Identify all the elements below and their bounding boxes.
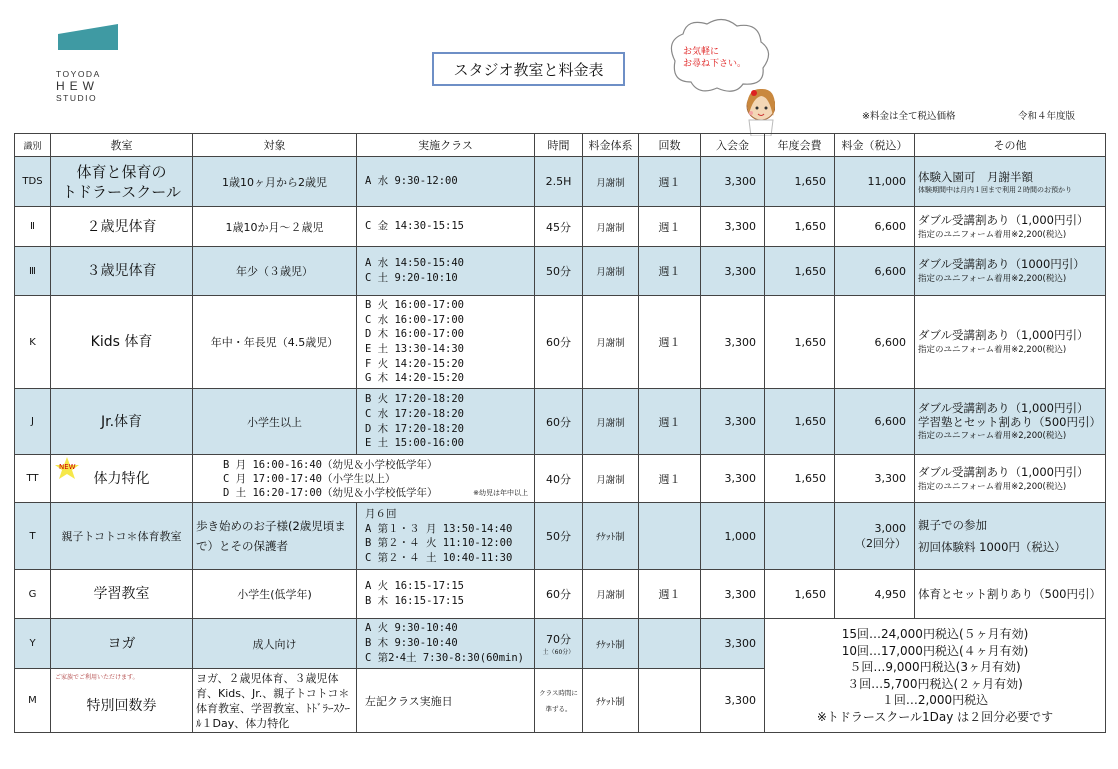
row-other-sub: 指定のユニフォーム着用※2,200(税込) — [918, 430, 1067, 441]
bubble-line1: お気軽に — [683, 47, 720, 57]
row-other-sub: 体験期間中は月内１回まで利用２時間のお預かり — [918, 185, 1072, 194]
row-target: 小学生(低学年) — [193, 570, 357, 619]
row-classes: B 火 16:00-17:00 C 水 16:00-17:00 D 木 16:00-17:00 E 土 13:30-14:30 F 火 14:20-15:20 G 木 14:20-15:20 — [357, 296, 535, 389]
row-other — [915, 296, 1106, 389]
row-fee-type: 月謝制 — [583, 247, 639, 296]
table-row — [15, 619, 1106, 669]
row-classes-note: ※幼児は年中以上 — [473, 489, 528, 497]
row-fee-type: ﾁｹｯﾄ制 — [583, 669, 639, 733]
row-other-main: ダブル受講割あり（1,000円引） — [918, 212, 1089, 227]
row-enroll-fee: 3,300 — [701, 157, 765, 207]
row-code: TDS — [15, 157, 51, 207]
logo-line2: HEW — [56, 79, 99, 93]
row-classes: C 金 14:30-15:15 — [357, 207, 535, 247]
header-cell: 識別 — [15, 134, 51, 157]
row-price: 3,300 — [835, 455, 915, 503]
row-other-sub: 指定のユニフォーム着用※2,200(税込) — [918, 481, 1067, 492]
row-classes: 月６回 A 第１・３ 月 13:50-14:40 B 第２・４ 火 11:10-12:00 C 第２・４ 土 10:40-11:30 — [357, 503, 535, 570]
speech-bubble — [665, 16, 775, 136]
header-cell: 年度会費 — [765, 134, 835, 157]
row-code: Y — [15, 619, 51, 669]
row-times: 週１ — [639, 570, 701, 619]
header-cell: 実施クラス — [357, 134, 535, 157]
row-annual-fee: 1,650 — [765, 247, 835, 296]
price-table — [14, 133, 1106, 733]
row-code: M — [15, 669, 51, 733]
logo-line3: STUDIO — [56, 93, 98, 103]
row-code: Ⅱ — [15, 207, 51, 247]
row-other-main: 親子での参加 初回体験料 1000円（税込） — [918, 518, 1066, 554]
row-time: 50分 — [535, 247, 583, 296]
row-time: 2.5H — [535, 157, 583, 207]
row-times: 週１ — [639, 296, 701, 389]
row-enroll-fee: 3,300 — [701, 389, 765, 455]
bubble-line2: お尋ね下さい。 — [683, 59, 747, 69]
row-other — [915, 389, 1106, 455]
table-row — [15, 157, 1106, 207]
row-code: T — [15, 503, 51, 570]
girl-illustration-icon — [665, 16, 775, 136]
row-time: 40分 — [535, 455, 583, 503]
table-row — [15, 296, 1106, 389]
row-fee-type: 月謝制 — [583, 157, 639, 207]
row-fee-type: 月謝制 — [583, 296, 639, 389]
row-annual-fee: 1,650 — [765, 296, 835, 389]
header-cell: 料金体系 — [583, 134, 639, 157]
row-target: ヨガ、２歳児体育、３歳児体育、Kids、Jr.、親子トコトコ＊体育教室、学習教室、ﾄﾄﾞﾗｰｽｸｰﾙ１Day、体力特化 — [193, 669, 357, 733]
row-other-main: ダブル受講割あり（1,000円引） — [918, 328, 1089, 342]
row-times: 週１ — [639, 455, 701, 503]
row-code: G — [15, 570, 51, 619]
row-enroll-fee: 3,300 — [701, 207, 765, 247]
row-price: 3,000 （2回分） — [835, 503, 915, 570]
row-classes: A 火 16:15-17:15 B 木 16:15-17:15 — [357, 570, 535, 619]
row-time: 50分 — [535, 503, 583, 570]
row-fee-type: ﾁｹｯﾄ制 — [583, 619, 639, 669]
row-time: 70分 — [546, 633, 571, 646]
row-other-sub: 指定のユニフォーム着用※2,200(税込) — [918, 274, 1067, 284]
table-row — [15, 207, 1106, 247]
row-other-sub: 指定のユニフォーム着用※2,200(税込) — [918, 345, 1067, 355]
header-cell: その他 — [915, 134, 1106, 157]
row-price: 6,600 — [835, 389, 915, 455]
ticket-pack-item: １回…2,000円税込 — [881, 693, 989, 707]
row-target: 1歳10ヶ月から2歳児 — [193, 157, 357, 207]
page-title: スタジオ教室と料金表 — [432, 52, 625, 86]
table-row — [15, 503, 1106, 570]
row-times — [639, 503, 701, 570]
table-row — [15, 389, 1106, 455]
row-target: 年少（３歳児） — [193, 247, 357, 296]
row-annual-fee: 1,650 — [765, 570, 835, 619]
row-time: 45分 — [535, 207, 583, 247]
studio-logo — [56, 22, 126, 104]
ticket-pack-item: 15回…24,000円税込(５ヶ月有効) — [841, 627, 1029, 641]
row-time-note: 土（60分） — [542, 649, 575, 656]
row-price: 6,600 — [835, 207, 915, 247]
row-fee-type: 月謝制 — [583, 207, 639, 247]
row-target: 年中・年長児（4.5歳児） — [193, 296, 357, 389]
row-class-name: 親子トコトコ＊体育教室 — [51, 503, 193, 570]
new-badge-label: NEW — [59, 463, 76, 471]
row-times — [639, 669, 701, 733]
row-enroll-fee: 3,300 — [701, 570, 765, 619]
row-time: 60分 — [535, 296, 583, 389]
row-target: 1歳10か月～２歳児 — [193, 207, 357, 247]
row-enroll-fee: 3,300 — [701, 247, 765, 296]
row-enroll-fee: 3,300 — [701, 669, 765, 733]
row-annual-fee: 1,650 — [765, 157, 835, 207]
row-classes: A 水 9:30-12:00 — [357, 157, 535, 207]
row-other-main: 体育とセット割りあり（500円引） — [918, 587, 1101, 601]
row-enroll-fee: 3,300 — [701, 296, 765, 389]
row-class-name-cell — [51, 669, 193, 733]
row-annual-fee — [765, 503, 835, 570]
row-other — [915, 570, 1106, 619]
row-fee-type: 月謝制 — [583, 455, 639, 503]
row-times: 週１ — [639, 157, 701, 207]
row-classes: A 火 9:30-10:40 B 木 9:30-10:40 C 第2･4土 7:30-8:30(60min) — [357, 619, 535, 669]
row-times: 週１ — [639, 207, 701, 247]
row-time: 60分 — [535, 389, 583, 455]
row-target: 歩き始めのお子様(2歳児頃まで）とその保護者 — [193, 503, 357, 570]
row-enroll-fee: 3,300 — [701, 619, 765, 669]
row-class-name: 特別回数券 — [86, 697, 157, 714]
header-cell: 教室 — [51, 134, 193, 157]
row-target: 小学生以上 — [193, 389, 357, 455]
row-annual-fee: 1,650 — [765, 389, 835, 455]
row-class-name: Kids 体育 — [51, 296, 193, 389]
logo-line1: TOYODA — [56, 69, 101, 79]
row-code: K — [15, 296, 51, 389]
row-fee-type: 月謝制 — [583, 570, 639, 619]
header-cell: 時間 — [535, 134, 583, 157]
logo-shape-icon — [56, 22, 118, 52]
row-classes-cell — [193, 455, 535, 503]
row-other — [915, 455, 1106, 503]
row-other — [915, 247, 1106, 296]
row-annual-fee: 1,650 — [765, 455, 835, 503]
header-cell: 料金（税込） — [835, 134, 915, 157]
row-time-cell — [535, 619, 583, 669]
header-cell: 対象 — [193, 134, 357, 157]
row-class-name: 体育と保育の トドラースクール — [51, 157, 193, 207]
row-other-sub: 指定のユニフォーム着用※2,200(税込) — [918, 229, 1067, 240]
row-classes: B 月 16:00-16:40（幼児＆小学校低学年） C 月 17:00-17:40（小学生以上） D 土 16:20-17:00（幼児＆小学校低学年） — [223, 458, 438, 499]
row-price: 6,600 — [835, 247, 915, 296]
row-other-main: ダブル受講割あり（1,000円引） — [918, 464, 1089, 479]
row-times — [639, 619, 701, 669]
row-times: 週１ — [639, 389, 701, 455]
row-other — [915, 503, 1106, 570]
table-row — [15, 247, 1106, 296]
row-enroll-fee: 3,300 — [701, 455, 765, 503]
row-code: Ⅲ — [15, 247, 51, 296]
row-times: 週１ — [639, 247, 701, 296]
tax-note: ※料金は全て税込価格 — [862, 111, 956, 122]
row-other — [915, 157, 1106, 207]
row-classes: A 水 14:50-15:40 C 土 9:20-10:10 — [357, 247, 535, 296]
row-other-main: ダブル受講割あり（1000円引） — [918, 257, 1085, 271]
row-classes: 左記クラス実施日 — [357, 669, 535, 733]
row-annual-fee: 1,650 — [765, 207, 835, 247]
row-enroll-fee: 1,000 — [701, 503, 765, 570]
ticket-pack-item: ５回…9,000円税込(3ヶ月有効) — [849, 660, 1021, 674]
row-class-name: 体力特化 — [51, 455, 193, 503]
table-row — [15, 455, 1106, 503]
row-price: 11,000 — [835, 157, 915, 207]
row-class-name: Jr.体育 — [51, 389, 193, 455]
row-other-main: ダブル受講割あり（1,000円引） 学習塾とセット割あり（500円引） — [918, 400, 1101, 429]
ticket-packs — [765, 619, 1106, 733]
row-class-name: ２歳児体育 — [51, 207, 193, 247]
row-fee-type: 月謝制 — [583, 389, 639, 455]
ticket-pack-item: 10回…17,000円税込(４ヶ月有効) — [841, 643, 1029, 658]
year-note: 令和４年度版 — [1018, 111, 1076, 122]
ticket-pack-item: ※トドラースクール1Day は２回分必要です — [816, 709, 1054, 724]
table-header-row — [15, 134, 1106, 157]
row-code: J — [15, 389, 51, 455]
row-time: クラス時間に準ずる。 — [535, 669, 583, 733]
row-other-main: 体験入園可 月謝半額 — [918, 169, 1033, 184]
row-class-name: ヨガ — [51, 619, 193, 669]
row-class-name: 学習教室 — [51, 570, 193, 619]
row-classes: B 火 17:20-18:20 C 水 17:20-18:20 D 木 17:20-18:20 E 土 15:00-16:00 — [357, 389, 535, 455]
ticket-pack-item: ３回…5,700円税込(２ヶ月有効) — [847, 676, 1023, 691]
row-other — [915, 207, 1106, 247]
row-price: 4,950 — [835, 570, 915, 619]
row-time: 60分 — [535, 570, 583, 619]
row-class-name: ３歳児体育 — [51, 247, 193, 296]
header-cell: 入会金 — [701, 134, 765, 157]
row-code: TT — [15, 455, 51, 503]
row-price: 6,600 — [835, 296, 915, 389]
header-cell: 回数 — [639, 134, 701, 157]
row-target: 成人向け — [193, 619, 357, 669]
row-class-note: ご家族でご利用いただけます。 — [55, 674, 139, 681]
row-fee-type: ﾁｹｯﾄ制 — [583, 503, 639, 570]
table-row — [15, 570, 1106, 619]
